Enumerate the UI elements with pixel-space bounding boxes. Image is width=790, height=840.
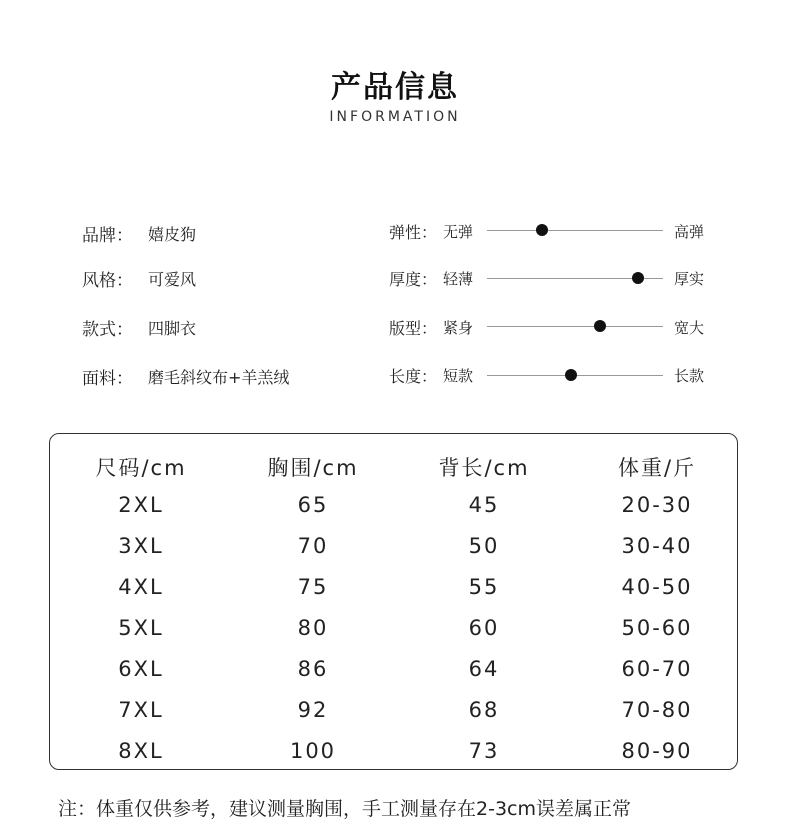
- table-cell: 64: [468, 657, 500, 681]
- table-cell: 68: [468, 698, 500, 722]
- table-cell: 8XL: [118, 739, 164, 763]
- table-cell: 80: [297, 616, 329, 640]
- table-cell: 73: [468, 739, 500, 763]
- fit-label: 版型：: [389, 319, 438, 338]
- thickness-scale: [487, 278, 663, 279]
- table-header: 体重/斤: [617, 456, 697, 480]
- thickness-max-label: 厚实: [674, 270, 705, 288]
- fit-indicator: [594, 320, 606, 332]
- elasticity-scale: [487, 230, 663, 231]
- thickness-indicator: [632, 272, 644, 284]
- elasticity-indicator: [536, 224, 548, 236]
- fit-scale: [487, 326, 663, 327]
- table-cell: 60-70: [621, 657, 693, 681]
- table-cell: 55: [468, 575, 500, 599]
- page-title: 产品信息: [331, 70, 459, 105]
- table-cell: 70-80: [621, 698, 693, 722]
- table-cell: 65: [297, 493, 329, 517]
- fabric-label: 面料：: [82, 369, 133, 389]
- length-min-label: 短款: [443, 367, 474, 385]
- length-label: 长度：: [389, 367, 438, 386]
- elasticity-min-label: 无弹: [443, 223, 474, 241]
- brand-value: 嬉皮狗: [148, 225, 197, 244]
- table-cell: 2XL: [118, 493, 164, 517]
- brand-label: 品牌：: [82, 226, 133, 246]
- length-indicator: [565, 369, 577, 381]
- table-header: 尺码/cm: [95, 456, 187, 480]
- table-cell: 6XL: [118, 657, 164, 681]
- table-cell: 100: [289, 739, 337, 763]
- table-cell: 50-60: [621, 616, 693, 640]
- fit-min-label: 紧身: [443, 319, 474, 337]
- style-value: 可爱风: [148, 270, 197, 289]
- table-cell: 60: [468, 616, 500, 640]
- fabric-value: 磨毛斜纹布+羊羔绒: [148, 368, 290, 387]
- length-max-label: 长款: [674, 367, 705, 385]
- length-scale: [487, 375, 663, 376]
- table-cell: 4XL: [118, 575, 164, 599]
- table-cell: 80-90: [621, 739, 693, 763]
- table-cell: 5XL: [118, 616, 164, 640]
- table-cell: 45: [468, 493, 500, 517]
- table-cell: 50: [468, 534, 500, 558]
- thickness-label: 厚度：: [389, 270, 438, 289]
- table-cell: 30-40: [621, 534, 693, 558]
- design-label: 款式：: [82, 320, 133, 340]
- table-cell: 92: [297, 698, 329, 722]
- size-table: [49, 433, 738, 770]
- thickness-min-label: 轻薄: [443, 270, 474, 288]
- table-cell: 7XL: [118, 698, 164, 722]
- elasticity-label: 弹性：: [389, 223, 438, 242]
- table-header: 背长/cm: [438, 456, 530, 480]
- table-header: 胸围/cm: [267, 456, 359, 480]
- fit-max-label: 宽大: [674, 319, 705, 337]
- table-cell: 75: [297, 575, 329, 599]
- table-cell: 40-50: [621, 575, 693, 599]
- table-cell: 3XL: [118, 534, 164, 558]
- style-label: 风格：: [82, 271, 133, 291]
- design-value: 四脚衣: [148, 319, 197, 338]
- table-cell: 86: [297, 657, 329, 681]
- table-cell: 70: [297, 534, 329, 558]
- table-cell: 20-30: [621, 493, 693, 517]
- measurement-note: 注：体重仅供参考，建议测量胸围，手工测量存在2-3cm误差属正常: [58, 798, 631, 820]
- elasticity-max-label: 高弹: [674, 223, 705, 241]
- page-subtitle: INFORMATION: [329, 109, 461, 125]
